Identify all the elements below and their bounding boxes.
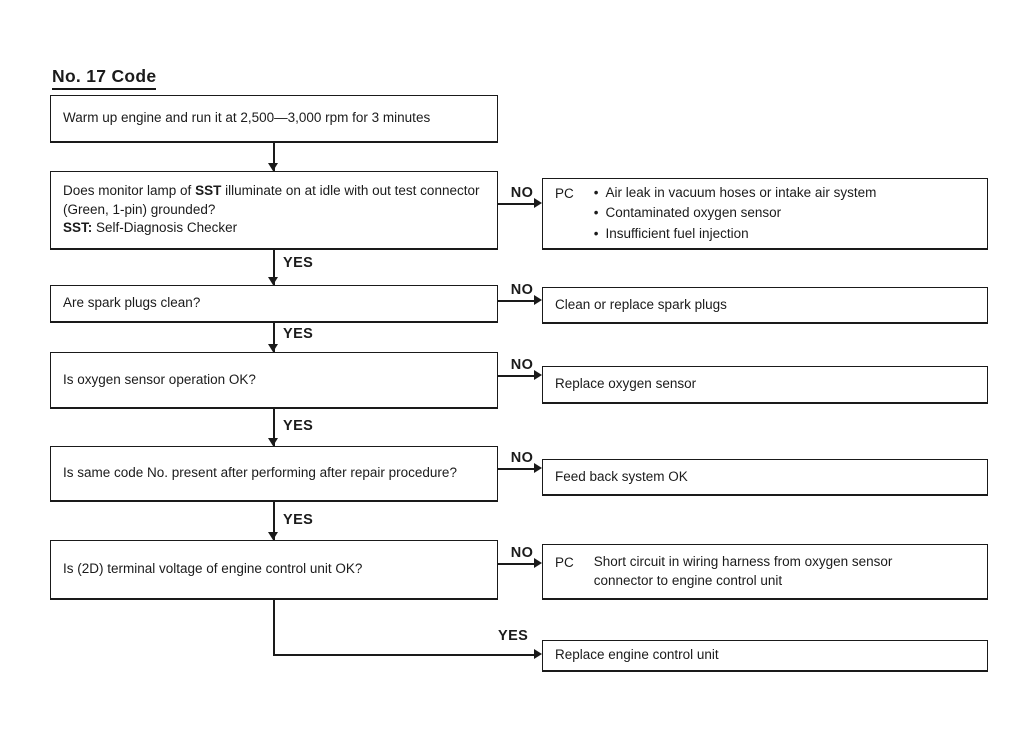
result-box-replace-ecu [542,640,988,672]
possible-cause-row [555,553,975,591]
yes-label: YES [283,418,314,434]
cause-item [594,184,877,202]
result-box-replace-sensor [542,366,988,404]
connector-line [273,600,275,655]
arrow-right-icon [534,370,542,380]
question-text [63,182,485,239]
yes-label: YES [283,512,314,528]
result-box-short-circuit [542,544,988,600]
arrow-right-icon [534,463,542,473]
text-fragment: Does monitor lamp of [63,182,196,198]
no-label: NO [510,450,534,466]
bullet-icon: • [593,225,599,241]
result-text: Replace oxygen sensor [555,376,697,392]
cause-text: Short circuit in wiring harness from oxygen sensor connector to engine control unit [593,553,893,588]
arrow-down-icon [268,277,278,285]
arrow-down-icon [268,163,278,171]
connector-line [498,203,534,205]
cause-text: Insufficient fuel injection [605,225,749,241]
yes-label: YES [283,255,314,271]
possible-cause-row [555,184,975,243]
question-text: Is (2D) terminal voltage of engine control unit OK? [63,561,363,577]
question-box-same-code [50,446,498,502]
bullet-icon: • [593,205,599,221]
arrow-down-icon [268,532,278,540]
page-title: No. 17 Code [52,66,156,90]
step-box-warm-up [50,95,498,143]
connector-line [273,654,534,656]
result-box-clean-plugs [542,287,988,324]
result-box-possible-causes [542,178,988,250]
cause-list [594,184,877,243]
connector-line [498,300,534,302]
result-box-feedback-ok [542,459,988,496]
no-label: NO [510,357,534,373]
arrow-down-icon [268,438,278,446]
yes-label: YES [283,326,314,342]
pc-label: PC [555,186,574,202]
sst-abbrev: SST [195,182,222,198]
arrow-right-icon [534,649,542,659]
result-text: Replace engine control unit [555,647,719,663]
arrow-right-icon [534,558,542,568]
no-label: NO [510,545,534,561]
connector-line [498,375,534,377]
yes-label: YES [498,628,529,644]
no-label: NO [510,185,534,201]
no-label: NO [510,282,534,298]
pc-label: PC [555,554,574,570]
cause-text: Air leak in vacuum hoses or intake air system [605,185,877,201]
result-text: Feed back system OK [555,468,688,484]
arrow-down-icon [268,344,278,352]
text-fragment: illuminate on at idle with out test connector (Green, 1-pin) grounded? [63,182,480,217]
question-box-monitor-lamp [50,171,498,250]
cause-item [594,204,877,222]
bullet-icon: • [593,185,599,201]
step-text: Warm up engine and run it at 2,500—3,000 rpm for 3 minutes [63,110,431,126]
question-text: Are spark plugs clean? [63,295,201,311]
arrow-right-icon [534,198,542,208]
result-text: Clean or replace spark plugs [555,296,727,312]
question-text: Is oxygen sensor operation OK? [63,371,256,387]
connector-line [498,563,534,565]
arrow-right-icon [534,295,542,305]
cause-item [594,225,877,243]
sst-label: SST: [63,220,93,236]
connector-line [498,468,534,470]
question-box-spark-plugs [50,285,498,323]
question-text: Is same code No. present after performing after repair procedure? [63,465,457,481]
cause-text: Contaminated oxygen sensor [605,205,782,221]
question-box-terminal-voltage [50,540,498,600]
sst-description: Self-Diagnosis Checker [96,220,238,236]
question-box-oxygen-sensor [50,352,498,409]
